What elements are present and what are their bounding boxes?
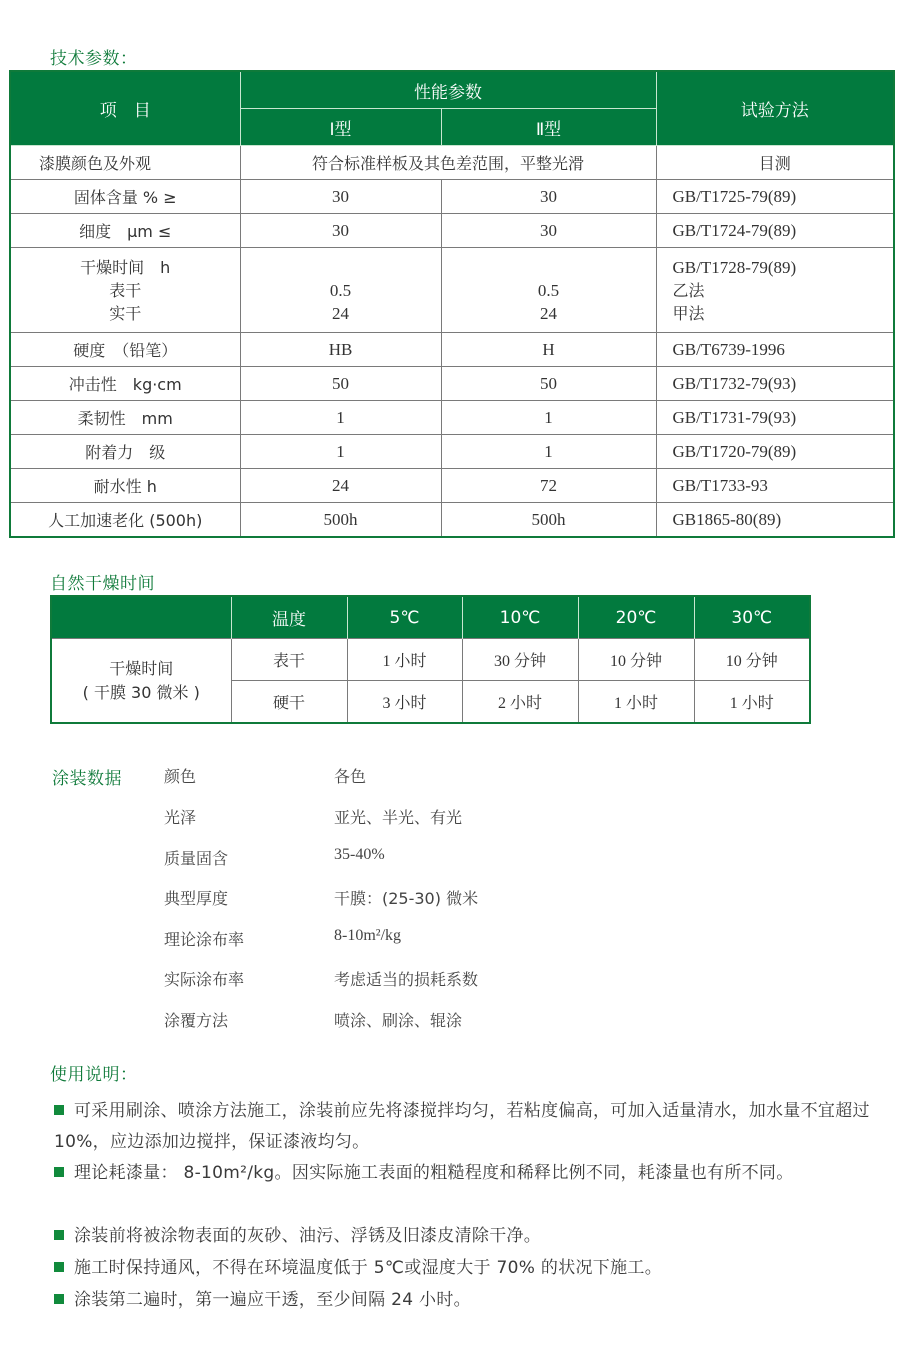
square-bullet-icon <box>54 1105 64 1115</box>
row-method <box>656 248 894 333</box>
row-method: GB/T1725-79(89) <box>656 180 894 214</box>
square-bullet-icon <box>54 1294 64 1304</box>
row-method: GB/T1724-79(89) <box>656 214 894 248</box>
coating-value: 8-10m²/kg <box>334 927 402 944</box>
header-performance: 性能参数 <box>240 71 656 109</box>
row-type2: 50 <box>441 367 656 401</box>
usage-note <box>54 1221 900 1252</box>
drying-title: 自然干燥时间 <box>50 574 155 594</box>
row-merged-value: 符合标准样板及其色差范围，平整光滑 <box>240 146 656 180</box>
row-type1: 50 <box>240 367 441 401</box>
header-type2: Ⅱ型 <box>441 109 656 146</box>
row-type2: 30 <box>441 180 656 214</box>
line: ( 干膜 30 微米 ) <box>82 682 200 702</box>
coating-value: 亚光、半光、有光 <box>334 808 463 827</box>
cell: 1 小时 <box>694 681 810 724</box>
table-row <box>10 180 894 214</box>
row-item: 冲击性 kg·cm <box>10 367 240 401</box>
usage-note <box>54 1285 900 1316</box>
usage-note <box>54 1096 900 1158</box>
row-type1: HB <box>240 333 441 367</box>
header-temperature: 温度 <box>231 596 347 639</box>
coating-label: 质量固含 <box>164 849 229 868</box>
line <box>241 256 441 279</box>
table-row <box>10 503 894 538</box>
line: 干燥时间 <box>109 658 174 678</box>
row-type2: 72 <box>441 469 656 503</box>
usage-note <box>54 1158 900 1189</box>
row-item: 漆膜颜色及外观 <box>10 146 240 180</box>
row-method: GB/T1732-79(93) <box>656 367 894 401</box>
table-row <box>10 146 894 180</box>
cell: 30 分钟 <box>462 639 578 681</box>
coating-value: 喷涂、刷涂、辊涂 <box>334 1011 463 1030</box>
line: 甲法 <box>672 303 705 323</box>
row-type1 <box>240 248 441 333</box>
drying-row-label <box>51 639 231 724</box>
square-bullet-icon <box>54 1230 64 1240</box>
coating-label: 典型厚度 <box>164 889 229 908</box>
drying-table <box>50 595 811 724</box>
row-label: 硬干 <box>231 681 347 724</box>
coating-label: 实际涂布率 <box>164 970 245 989</box>
row-method: GB/T6739-1996 <box>656 333 894 367</box>
tech-params-table <box>9 70 895 538</box>
row-type1: 1 <box>240 401 441 435</box>
table-row <box>10 401 894 435</box>
header-type1: Ⅰ型 <box>240 109 441 146</box>
table-row <box>10 435 894 469</box>
row-item: 细度 μm ≤ <box>10 214 240 248</box>
square-bullet-icon <box>54 1167 64 1177</box>
line: 干燥时间 h <box>80 257 171 277</box>
row-type2: 1 <box>441 435 656 469</box>
row-label: 表干 <box>231 639 347 681</box>
row-item: 附着力 级 <box>10 435 240 469</box>
row-method: GB1865-80(89) <box>656 503 894 538</box>
line: 24 <box>540 303 557 323</box>
coating-value: 35-40% <box>334 846 385 863</box>
coating-value: 干膜：(25-30) 微米 <box>334 889 479 908</box>
row-type1: 30 <box>240 214 441 248</box>
coating-label: 理论涂布率 <box>164 930 245 949</box>
note-text: 涂装前将被涂物表面的灰砂、油污、浮锈及旧漆皮清除干净。 <box>74 1226 542 1246</box>
line: GB/T1728-79(89) <box>672 257 797 277</box>
usage-note <box>54 1253 900 1284</box>
table-row <box>10 469 894 503</box>
row-method: GB/T1731-79(93) <box>656 401 894 435</box>
table-row <box>10 367 894 401</box>
line: 0.5 <box>537 280 560 300</box>
header-30c: 30℃ <box>694 596 810 639</box>
line <box>442 256 656 279</box>
row-type2: 30 <box>441 214 656 248</box>
row-type2: 500h <box>441 503 656 538</box>
coating-label: 光泽 <box>164 808 197 827</box>
note-text: 涂装第二遍时，第一遍应干透，至少间隔 24 小时。 <box>74 1290 471 1310</box>
row-item: 柔韧性 mm <box>10 401 240 435</box>
cell: 1 小时 <box>347 639 462 681</box>
cell: 1 小时 <box>578 681 694 724</box>
row-type2 <box>441 248 656 333</box>
coating-title: 涂装数据 <box>52 769 122 789</box>
header-10c: 10℃ <box>462 596 578 639</box>
row-item: 固体含量 % ≥ <box>10 180 240 214</box>
line: 表干 <box>109 280 142 300</box>
note-text: 可采用刷涂、喷涂方法施工，涂装前应先将漆搅拌均匀，若粘度偏高，可加入适量清水，加水量不宜超过 10%，应边添加边搅拌，保证漆液均匀。 <box>54 1101 870 1152</box>
table-row <box>10 248 894 333</box>
line: 实干 <box>109 303 142 323</box>
line: 0.5 <box>329 280 352 300</box>
table-row <box>51 639 810 681</box>
square-bullet-icon <box>54 1262 64 1272</box>
cell: 3 小时 <box>347 681 462 724</box>
row-type1: 30 <box>240 180 441 214</box>
row-method: GB/T1733-93 <box>656 469 894 503</box>
row-item <box>10 248 240 333</box>
table-row <box>10 214 894 248</box>
header-20c: 20℃ <box>578 596 694 639</box>
note-text: 理论耗漆量： 8-10m²/kg。因实际施工表面的粗糙程度和稀释比例不同，耗漆量也有所不同。 <box>74 1163 794 1183</box>
coating-value: 各色 <box>334 767 367 786</box>
line: 24 <box>332 303 349 323</box>
coating-label: 颜色 <box>164 767 197 786</box>
cell: 10 分钟 <box>694 639 810 681</box>
row-method: 目测 <box>656 146 894 180</box>
header-item: 项 目 <box>10 71 240 146</box>
row-type1: 1 <box>240 435 441 469</box>
row-type1: 24 <box>240 469 441 503</box>
header-blank <box>51 596 231 639</box>
header-method: 试验方法 <box>656 71 894 146</box>
row-type2: H <box>441 333 656 367</box>
line: 乙法 <box>672 280 705 300</box>
usage-title: 使用说明： <box>50 1065 138 1085</box>
row-item: 人工加速老化 (500h) <box>10 503 240 538</box>
coating-label: 涂覆方法 <box>164 1011 229 1030</box>
row-item: 硬度 （铅笔） <box>10 333 240 367</box>
tech-params-title: 技术参数： <box>50 49 138 69</box>
cell: 10 分钟 <box>578 639 694 681</box>
coating-value: 考虑适当的损耗系数 <box>334 970 479 989</box>
row-type2: 1 <box>441 401 656 435</box>
row-type1: 500h <box>240 503 441 538</box>
cell: 2 小时 <box>462 681 578 724</box>
header-5c: 5℃ <box>347 596 462 639</box>
row-method: GB/T1720-79(89) <box>656 435 894 469</box>
table-row <box>10 333 894 367</box>
note-text: 施工时保持通风，不得在环境温度低于 5℃或湿度大于 70% 的状况下施工。 <box>74 1258 663 1278</box>
row-item: 耐水性 h <box>10 469 240 503</box>
